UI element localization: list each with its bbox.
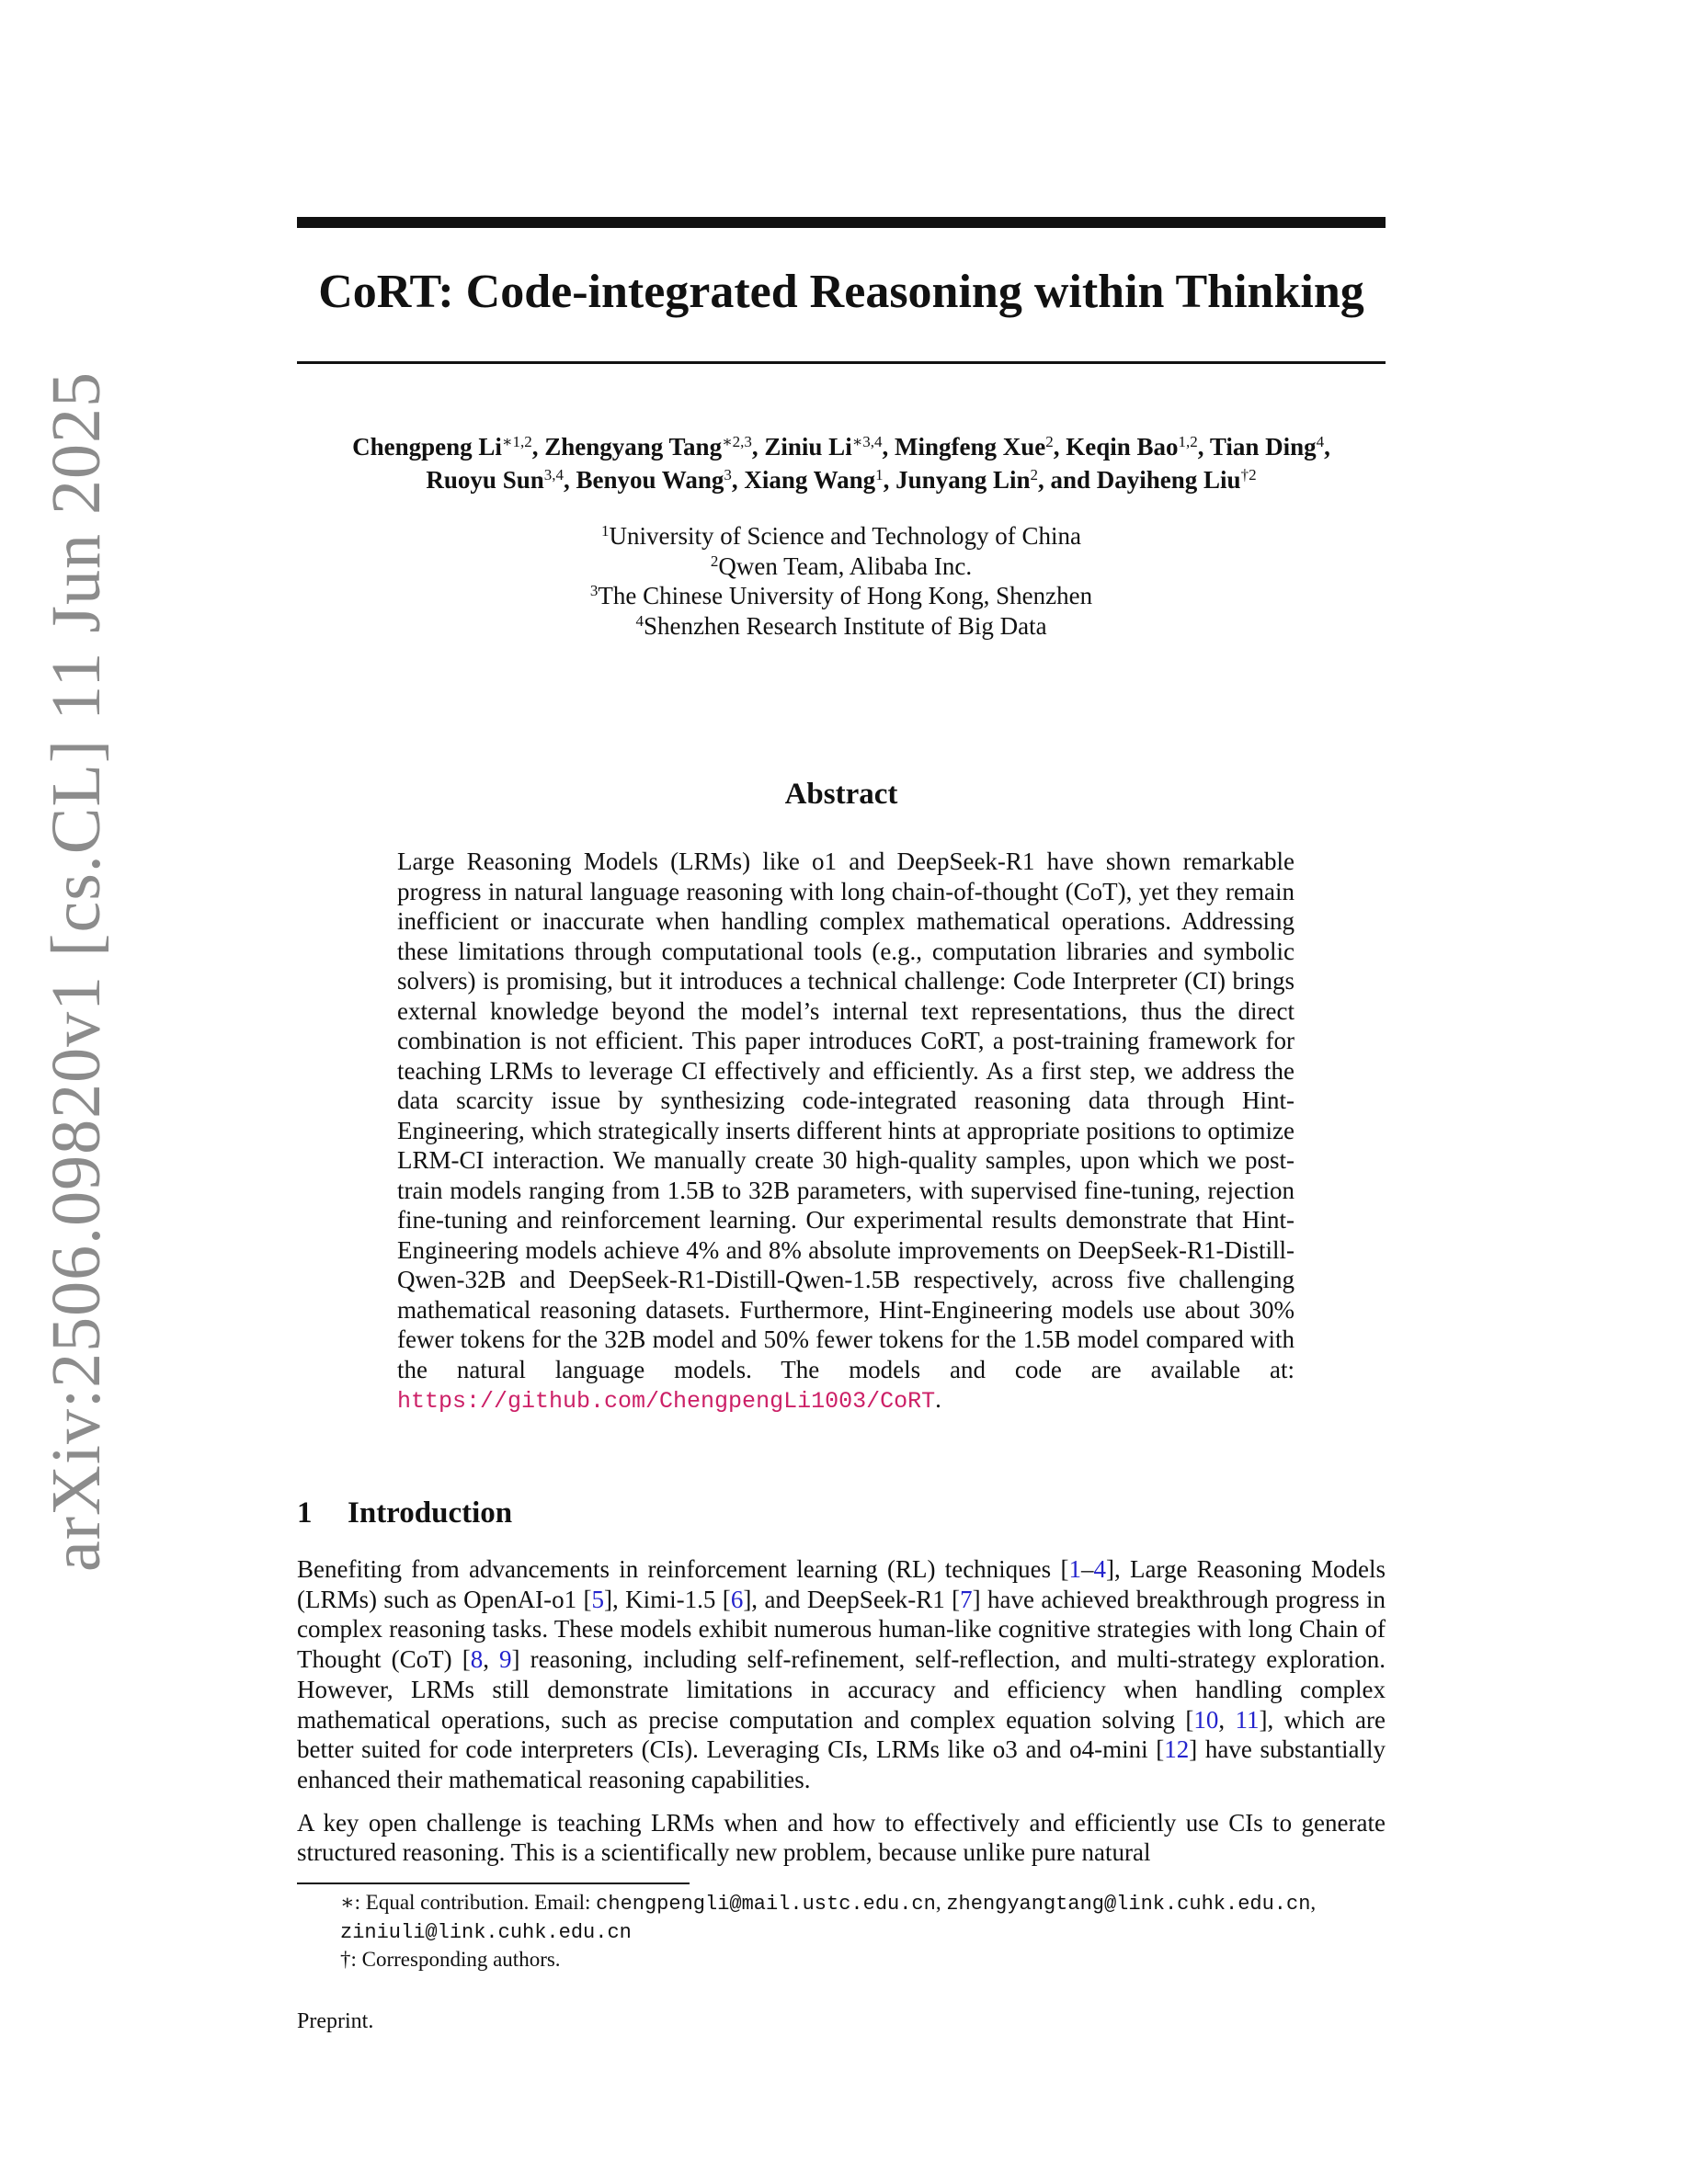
author-affil-mark: ∗1,2 xyxy=(501,433,532,450)
citation-link[interactable]: 10 xyxy=(1193,1705,1219,1734)
author-name: Mingfeng Xue xyxy=(895,433,1046,461)
author-name: Xiang Wang xyxy=(744,466,876,494)
title-rule-bottom xyxy=(297,361,1386,364)
title-rule-top xyxy=(297,217,1386,228)
affiliations xyxy=(297,521,1386,641)
author-name: Tian Ding xyxy=(1209,433,1317,461)
citation-link[interactable]: 8 xyxy=(470,1645,484,1674)
abstract-body: Large Reasoning Models (LRMs) like o1 and DeepSeek-R1 have shown remarkable progress in natural language reasoning with long chain-of-thought (CoT), yet they remain inefficient or inaccurate when handling complex mathematical operations. Addressing these limitations through computational tools (e.g., computation libraries and symbolic solvers) is promising, but it introduces a technical challenge: Code Interpreter (CI) brings external knowledge beyond the model’s internal text representations, thus the direct combination is not efficient. This paper introduces CoRT, a post-training framework for teaching LRMs to leverage CI effectively and efficiently. As a first step, we address the data scarcity issue by synthesizing code-integrated reasoning data through Hint-Engineering, which strategically inserts different hints at appropriate positions to optimize LRM-CI interaction. We manually create 30 high-quality samples, upon which we post-train models ranging from 1.5B to 32B parameters, with supervised fine-tuning, rejection fine-tuning and reinforcement learning. Our experimental results demonstrate that Hint-Engineering models achieve 4% and 8% absolute improvements on DeepSeek-R1-Distill-Qwen-32B and DeepSeek-R1-Distill-Qwen-1.5B respectively, across five challenging mathematical reasoning datasets. Furthermore, Hint-Engineering models use about 30% fewer tokens for the 32B model and 50% fewer tokens for the 1.5B model compared with the natural language models. The models and code are available at: https://github.com/ChengpengLi1003/CoRT. xyxy=(397,847,1295,1415)
citation-link[interactable]: 7 xyxy=(960,1585,973,1613)
affiliation-item: $^1$University of Science and Technology of China xyxy=(601,522,1081,550)
author-name: Keqin Bao xyxy=(1066,433,1179,461)
intro-paragraph-2: A key open challenge is teaching LRMs when and how to effectively and efficiently use CIs to generate structured reasoning. This is a scientifically new problem, because unlike pure natural xyxy=(297,1808,1386,1867)
email-link[interactable]: zhengyangtang@link.cuhk.edu.cn xyxy=(946,1893,1311,1916)
author-list: Chengpeng $Li^{∗1,2}$, Zhengyang Tang$^{∗2,3}$, Ziniu $Li^{∗3,4}$, Mingfeng Xue$^2$, Keqin Bao$^{1,2}$, Tian Ding$^4$, Ruoyu Sun$^{3,4}$, Benyou Wang$^3$, Xiang Wang$^1$, Junyang Lin$^2$, and Dayiheng Liu$^{\dagger 2}$ xyxy=(352,433,1330,494)
author-affil-mark: 2 xyxy=(1045,433,1054,450)
author-affil-mark: ∗3,4 xyxy=(851,433,883,450)
citation-link[interactable]: 6 xyxy=(730,1585,744,1613)
arxiv-watermark: arXiv:2506.09820v1 [cs.CL] 11 Jun 2025 xyxy=(38,371,115,1572)
section-number: 1 xyxy=(297,1496,313,1530)
author-affil-mark: 1 xyxy=(875,466,884,483)
author-name: Dayiheng Liu xyxy=(1096,466,1241,494)
author-name: Chengpeng Li xyxy=(352,433,502,461)
abstract-heading: Abstract xyxy=(784,778,898,811)
email-link[interactable]: ziniuli@link.cuhk.edu.cn xyxy=(340,1921,632,1944)
affiliation-item: $^3$The Chinese University of Hong Kong, Shenzhen xyxy=(589,582,1093,609)
author-name: Zhengyang Tang xyxy=(544,433,723,461)
citation-link[interactable]: 5 xyxy=(591,1585,605,1613)
footnotes xyxy=(297,1889,1400,1973)
citation-link[interactable]: 12 xyxy=(1164,1735,1190,1764)
author-affil-mark: 1,2 xyxy=(1178,433,1198,450)
affiliation-item: $^4$Shenzhen Research Institute of Big Data xyxy=(635,611,1047,640)
affiliation-item: $^2$Qwen Team, Alibaba Inc. xyxy=(710,552,973,580)
intro-paragraph-1: Benefiting from advancements in reinforcement learning (RL) techniques [1–4], Large Reasoning Models (LRMs) such as OpenAI-o1 [5], Kimi-1.5 [6], and DeepSeek-R1 [7] have achieved breakthrough progress in complex reasoning tasks. These models exhibit numerous human-like cognitive strategies with long Chain of Thought (CoT) [8, 9] reasoning, including self-refinement, self-reflection, and multi-strategy exploration. However, LRMs still demonstrate limitations in accuracy and efficiency when handling complex mathematical operations, such as precise computation and complex equation solving [10, 11], which are better suited for code interpreters (CIs). Leveraging CIs, LRMs like o3 and o4-mini [12] have substantially enhanced their mathematical reasoning capabilities. xyxy=(297,1555,1386,1793)
author-affil-mark: 2 xyxy=(1030,466,1038,483)
section-heading xyxy=(297,1496,1386,1530)
intro-body xyxy=(297,1554,1386,1881)
author-name: Ziniu Li xyxy=(764,433,852,461)
author-affil-mark: 3,4 xyxy=(543,466,565,483)
footnote-equal-contribution: ∗: Equal contribution. Email: chengpengli@mail.ustc.edu.cn, zhengyangtang@link.cuhk.edu.cn, ziniuli@link.cuhk.edu.cn xyxy=(340,1891,1317,1944)
citation-link[interactable]: 9 xyxy=(499,1645,512,1674)
author-name: Benyou Wang xyxy=(576,466,724,494)
author-affil-mark: †2 xyxy=(1240,466,1257,483)
author-affil-mark: 4 xyxy=(1316,433,1325,450)
section-title: Introduction xyxy=(348,1496,513,1530)
citation-link[interactable]: 4 xyxy=(1093,1555,1106,1583)
paper-title: CoRT: Code-integrated Reasoning within Thinking xyxy=(318,266,1364,318)
author-name: Ruoyu Sun xyxy=(426,466,544,494)
author-affil-mark: ∗2,3 xyxy=(722,433,752,450)
author-name: Junyang Lin xyxy=(895,466,1031,494)
author-affil-mark: 3 xyxy=(724,466,732,483)
citation-link[interactable]: 11 xyxy=(1235,1705,1260,1734)
email-link[interactable]: chengpengli@mail.ustc.edu.cn xyxy=(596,1893,936,1916)
footnote-corresponding: †: Corresponding authors. xyxy=(340,1948,561,1971)
abstract-text: Large Reasoning Models (LRMs) like o1 and DeepSeek-R1 have shown remarkable progress in natural language reasoning with long chain-of-thought (CoT), yet they remain inefficient or inaccurate when handling complex mathematical operations. Addressing these limitations through computational tools (e.g., computation libraries and symbolic solvers) is promising, but it introduces a technical challenge: Code Interpreter (CI) brings external knowledge beyond the model’s internal text representations, thus the direct combination is not efficient. This paper introduces CoRT, a post-training framework for teaching LRMs to leverage CI effectively and efficiently. As a first step, we address the data scarcity issue by synthesizing code-integrated reasoning data through Hint-Engineering, which strategically inserts different hints at appropriate positions to optimize LRM-CI interaction. We manually create 30 high-quality samples, upon which we post-train models ranging from 1.5B to 32B parameters, with supervised fine-tuning, rejection fine-tuning and reinforcement learning. Our experimental results demonstrate that Hint-Engineering models achieve 4% and 8% absolute improvements on DeepSeek-R1-Distill-Qwen-32B and DeepSeek-R1-Distill-Qwen-1.5B respectively, across five challenging mathematical reasoning datasets. Furthermore, Hint-Engineering models use about 30% fewer tokens for the 32B model and 50% fewer tokens for the 1.5B model compared with the natural language models. The models and code are available at: xyxy=(397,847,1295,1383)
preprint-label: Preprint. xyxy=(297,2009,374,2033)
repo-link[interactable]: https://github.com/ChengpengLi1003/CoRT xyxy=(397,1388,936,1415)
citation-link[interactable]: 1 xyxy=(1068,1555,1081,1583)
footnote-rule xyxy=(297,1883,690,1884)
